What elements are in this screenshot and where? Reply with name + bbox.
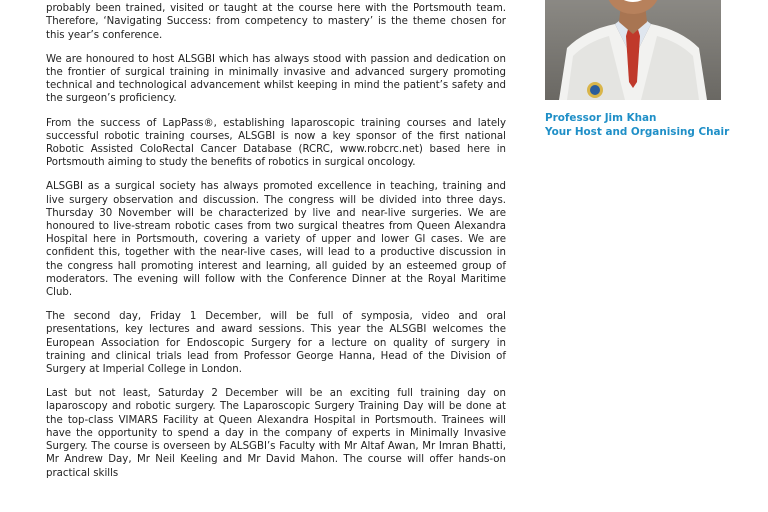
article-body (46, 0, 506, 491)
paragraph-lappass: From the success of LapPass®, establishing laparoscopic training courses and lately successful robotic training courses, ALSGBI is now a key sponsor of the first national Robotic Assisted ColoRectal Cancer Database (RCRC, www.robcrc.net) based here in Portsmouth aiming to study the benefits of robotics in surgical oncology. (46, 117, 506, 169)
paragraph-day-two: The second day, Friday 1 December, will be full of symposia, video and oral presentations, key lectures and award sessions. This year the ALSGBI welcomes the European Association for Endoscopic Surgery for a lecture on quality of surgery in training and clinical trials lead from Professor George Hanna, Head of the Division of Surgery at Imperial College in London. (46, 311, 506, 376)
host-role: Your Host and Organising Chair (545, 126, 730, 138)
paragraph-intro: probably been trained, visited or taught at the course here with the Portsmouth team. Therefore, ‘Navigating Success: from competency to mastery’ is the theme chosen for this year’s conference. (46, 3, 506, 41)
paragraph-day-one: ALSGBI as a surgical society has always promoted excellence in teaching, training and live surgery observation and discussion. The congress will be divided into three days. Thursday 30 November will be characterized by live and near-live surgeries. We are honoured to live-stream robotic cases from two surgical theatres from Queen Alexandra Hospital here in Portsmouth, covering a variety of upper and lower GI cases. We are confident this, together with the near-live cases, will lead to a productive discussion in the congress hall promoting interest and learning, all guided by an esteemed group of moderators. The evening will follow with the Conference Dinner at the Royal Maritime Club. (46, 181, 506, 299)
host-name: Professor Jim Khan (545, 112, 657, 124)
portrait-icon (545, 0, 721, 100)
paragraph-day-three: Last but not least, Saturday 2 December will be an exciting full training day on laparoscopy and robotic surgery. The Laparoscopic Surgery Training Day will be done at the top-class VIMARS Facility at Queen Alexandra Hospital in Portsmouth. Trainees will have the opportunity to spend a day in the company of experts in Minimally Invasive Surgery. The course is overseen by ALSGBI’s Faculty with Mr Altaf Awan, Mr Imran Bhatti, Mr Andrew Day, Mr Neil Keeling and Mr David Mahon. The course will offer hands-on practical skills (46, 388, 506, 479)
portrait-photo (545, 0, 721, 100)
paragraph-host: We are honoured to host ALSGBI which has always stood with passion and dedication on the frontier of surgical training in minimally invasive and advanced surgery promoting technical and technological advancement whilst keeping in mind the patient’s safety and the surgeon’s proficiency. (46, 53, 506, 105)
photo-caption (545, 111, 745, 139)
